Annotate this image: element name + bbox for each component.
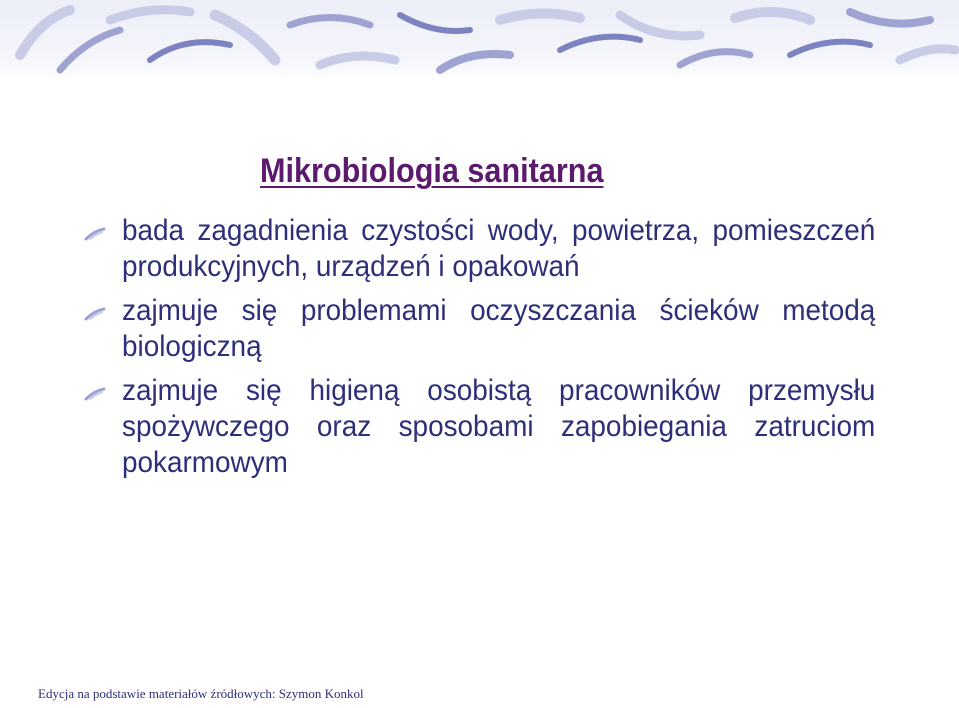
bullet-text: zajmuje się higieną osobistą pracowników przemysłu spożywczego oraz sposobami zapobiegania zatruciom pokarmowym	[122, 374, 876, 479]
bullet-item	[80, 293, 880, 365]
feather-bullet-icon	[84, 227, 106, 241]
feather-bullet-icon	[84, 387, 106, 401]
footer-credit: Edycja na podstawie materiałów źródłowych: Szymon Konkol	[38, 686, 364, 701]
bullet-item	[80, 213, 880, 285]
bullet-text: bada zagadnienia czystości wody, powietrza, pomieszczeń produkcyjnych, urządzeń i opakowań	[122, 214, 876, 283]
bullet-text: zajmuje się problemami oczyszczania ścieków metodą biologiczną	[122, 294, 876, 363]
header-decoration	[0, 0, 959, 80]
feather-bullet-icon	[84, 307, 106, 321]
slide-title: Mikrobiologia sanitarna	[260, 152, 604, 190]
bullet-list	[80, 213, 880, 489]
bullet-item	[80, 373, 880, 481]
